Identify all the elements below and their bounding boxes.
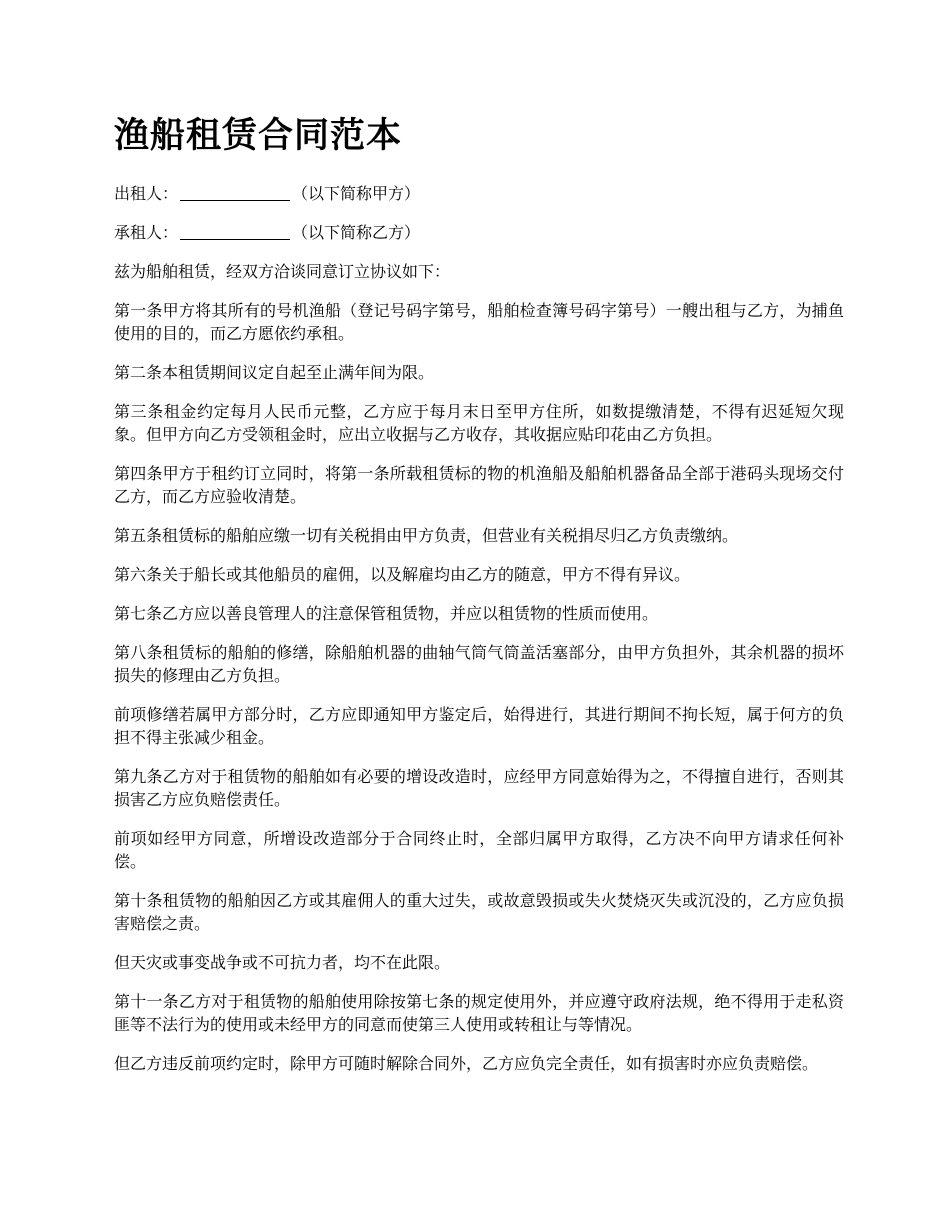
clause-10-note: 但天灾或事变战争或不可抗力者，均不在此限。 (114, 953, 451, 972)
clause-2: 第二条本租赁期间议定自起至止满年间为限。 (114, 363, 435, 382)
clause-10: 第十条租赁物的船舶因乙方或其雇佣人的重大过失，或故意毁损或失火焚烧灭失或沉没的，乙方应负损害赔偿之责。 (114, 891, 844, 933)
clause-7: 第七条乙方应以善良管理人的注意保管租赁物，并应以租赁物的性质而使用。 (114, 604, 659, 623)
clause-8-note: 前项修缮若属甲方部分时，乙方应即通知甲方鉴定后，始得进行，其进行期间不拘长短，属于何方的负担不得主张减少租金。 (114, 705, 844, 747)
lessor-label: 出租人： (114, 184, 179, 203)
clause-11: 第十一条乙方对于租赁物的船舶使用除按第七条的规定使用外，并应遵守政府法规，绝不得用于走私资匪等不法行为的使用或未经甲方的同意而使第三人使用或转租让与等情况。 (114, 992, 844, 1034)
clause-6: 第六条关于船长或其他船员的雇佣，以及解雇均由乙方的随意，甲方不得有异议。 (114, 565, 691, 584)
document-page (114, 112, 844, 1091)
lessee-line (114, 221, 844, 244)
clause-8: 第八条租赁标的船舶的修缮，除船舶机器的曲轴气筒气筒盖活塞部分，由甲方负担外，其余机器的损坏损失的修理由乙方负担。 (114, 643, 844, 685)
clause-1: 第一条甲方将其所有的号机渔船（登记号码字第号，船舶检查簿号码字第号）一艘出租与乙方，为捕鱼使用的目的，而乙方愿依约承租。 (114, 301, 844, 343)
clause-3: 第三条租金约定每月人民币元整，乙方应于每月末日至甲方住所，如数提缴清楚，不得有迟延短欠现象。但甲方向乙方受领租金时，应出立收据与乙方收存，其收据应贴印花由乙方负担。 (114, 402, 844, 444)
paragraph-preamble: 兹为船舶租赁，经双方洽谈同意订立协议如下： (114, 262, 451, 281)
lessee-suffix: （以下简称乙方） (292, 223, 421, 242)
lessor-suffix: （以下简称甲方） (292, 184, 421, 203)
clause-9: 第九条乙方对于租赁物的船舶如有必要的增设改造时，应经甲方同意始得为之，不得擅自进行，否则其损害乙方应负赔偿责任。 (114, 767, 844, 809)
clause-9-note: 前项如经甲方同意，所增设改造部分于合同终止时，全部归属甲方取得，乙方决不向甲方请求任何补偿。 (114, 829, 844, 871)
lessor-blank (180, 184, 290, 201)
clause-4: 第四条甲方于租约订立同时，将第一条所载租赁标的物的机渔船及船舶机器备品全部于港码头现场交付乙方，而乙方应验收清楚。 (114, 464, 844, 506)
lessee-label: 承租人： (114, 223, 179, 242)
lessee-blank (180, 223, 290, 240)
document-title: 渔船租赁合同范本 (114, 116, 403, 156)
clause-11-note: 但乙方违反前项约定时，除甲方可随时解除合同外，乙方应负完全责任，如有损害时亦应负责赔偿。 (114, 1054, 819, 1073)
clause-5: 第五条租赁标的船舶应缴一切有关税捐由甲方负责，但营业有关税捐尽归乙方负责缴纳。 (114, 526, 739, 545)
lessor-line (114, 182, 844, 205)
